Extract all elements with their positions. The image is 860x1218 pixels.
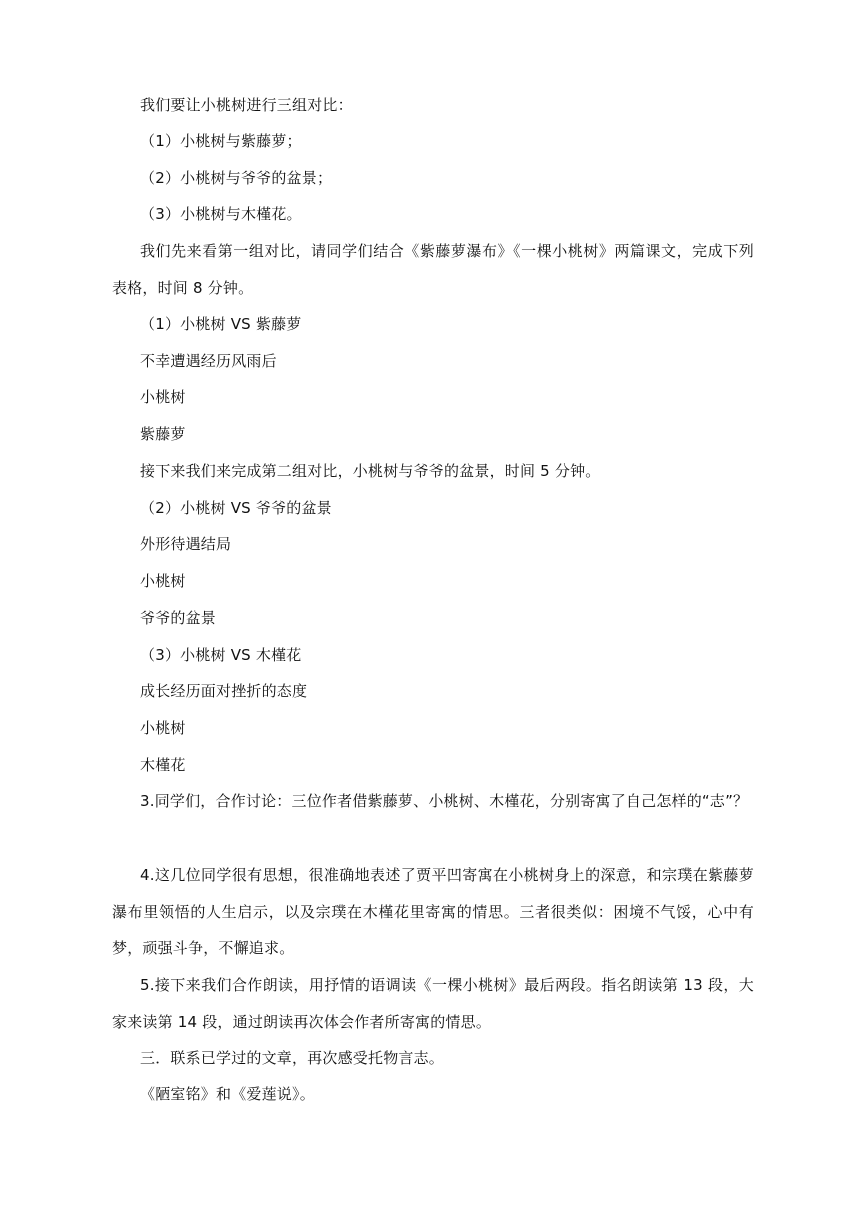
table-title-1: （1）小桃树 VS 紫藤萝 <box>140 315 302 333</box>
table-row-label: 紫藤萝 <box>140 425 186 443</box>
table-row-label: 小桃树 <box>140 388 186 406</box>
paragraph-intro: 我们要让小桃树进行三组对比： <box>140 96 353 114</box>
table-row-label: 小桃树 <box>140 572 186 590</box>
list-item-comparison-2: （2）小桃树与爷爷的盆景； <box>140 169 333 187</box>
paragraph-first-comparison: 我们先来看第一组对比，请同学们结合《紫藤萝瀑布》《一棵小桃树》两篇课文，完成下列表格，时间 8 分钟。 <box>112 242 754 297</box>
list-item-comparison-1: （1）小桃树与紫藤萝； <box>140 132 302 150</box>
paragraph-texts: 《陋室铭》和《爱莲说》。 <box>140 1085 315 1103</box>
table-header-1: 不幸遭遇经历风雨后 <box>140 352 277 370</box>
table-header-2: 外形待遇结局 <box>140 535 232 553</box>
paragraph-summary: 4.这几位同学很有思想，很准确地表述了贾平凹寄寓在小桃树身上的深意，和宗璞在紫藤萝瀑布里领悟的人生启示，以及宗璞在木槿花里寄寓的情思。三者很类似：困境不气馁，心中有梦，顽强斗争，不懈追求。 <box>112 866 754 957</box>
paragraph-reading: 5.接下来我们合作朗读，用抒情的语调读《一棵小桃树》最后两段。指名朗读第 13 段，大家来读第 14 段，通过朗读再次体会作者所寄寓的情思。 <box>112 976 754 1031</box>
table-title-2: （2）小桃树 VS 爷爷的盆景 <box>140 499 332 517</box>
table-row-label: 爷爷的盆景 <box>140 609 217 627</box>
section-heading-3: 三．联系已学过的文章，再次感受托物言志。 <box>140 1049 445 1067</box>
table-row-label: 小桃树 <box>140 719 186 737</box>
table-title-3: （3）小桃树 VS 木槿花 <box>140 646 302 664</box>
list-item-comparison-3: （3）小桃树与木槿花。 <box>140 205 302 223</box>
paragraph-discussion: 3.同学们，合作讨论：三位作者借紫藤萝、小桃树、木槿花，分别寄寓了自己怎样的“志”？ <box>140 792 749 810</box>
table-row-label: 木槿花 <box>140 756 186 774</box>
table-header-3: 成长经历面对挫折的态度 <box>140 682 308 700</box>
paragraph-second-comparison: 接下来我们来完成第二组对比，小桃树与爷爷的盆景，时间 5 分钟。 <box>140 462 601 480</box>
